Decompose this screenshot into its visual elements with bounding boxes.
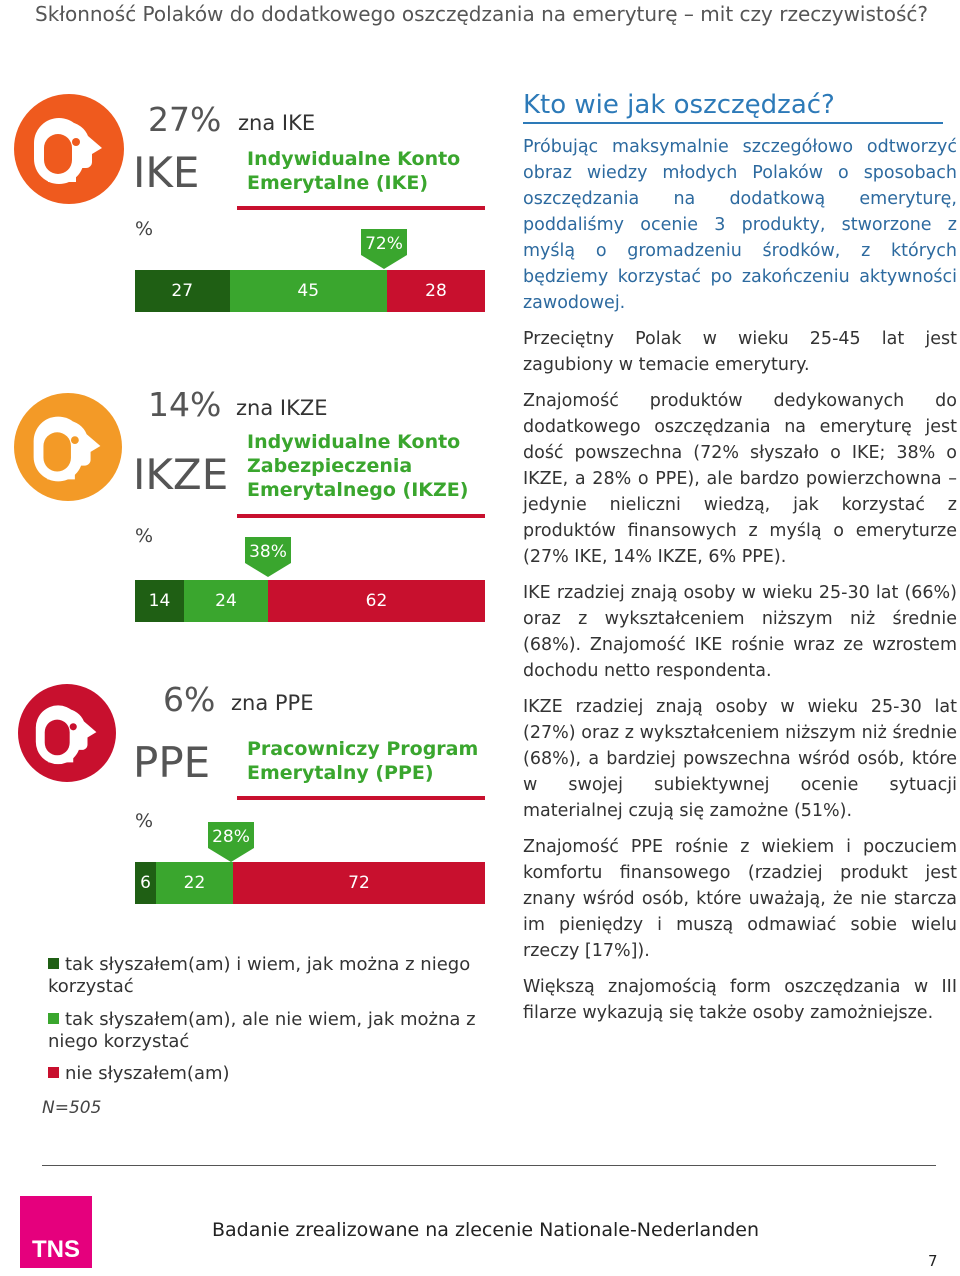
ike-divider [237, 206, 485, 210]
ppe-headline-pct: 6% [163, 680, 216, 719]
ikze-divider [237, 514, 485, 518]
ike-full-name: Indywidualne Konto Emerytalne (IKE) [247, 148, 461, 194]
ppe-full-name: Pracowniczy Program Emerytalny (PPE) [247, 738, 479, 784]
head-icon-ppe [18, 684, 116, 782]
ppe-headline-text: zna PPE [231, 691, 314, 715]
ppe-awareness-label: 28% [212, 827, 250, 847]
paragraph-ike: IKE rzadziej znają osoby w wieku 25-30 lat (66%) oraz z wykształceniem niższym niż średnie (68%). Znajomość IKE rośnie wraz ze wzrostem dochodu netto respondenta. [523, 583, 957, 681]
segment-know-how: 27 [135, 270, 230, 312]
head-icon-ikze [14, 393, 122, 501]
ikze-headline-pct: 14% [148, 385, 222, 424]
ppe-bar [135, 862, 485, 904]
ike-code: IKE [133, 148, 200, 197]
ike-headline-text: zna IKE [238, 111, 316, 135]
ikze-awareness-label: 38% [249, 542, 287, 562]
legend-item-know-how: tak słyszałem(am) i wiem, jak można z niego korzystać [48, 954, 471, 997]
footer-text: Badanie zrealizowane na zlecenie Nationale-Nederlanden [212, 1219, 760, 1241]
segment-not-heard: 72 [233, 862, 485, 904]
footer-divider [42, 1165, 936, 1166]
section-heading: Kto wie jak oszczędzać? [523, 90, 943, 124]
legend-swatch-red [48, 1067, 59, 1078]
ikze-bar [135, 580, 485, 622]
right-column [523, 90, 957, 1026]
ikze-percent-sign: % [135, 525, 154, 547]
segment-heard-only: 24 [184, 580, 268, 622]
ppe-percent-sign: % [135, 810, 154, 832]
page-number: 7 [928, 1252, 938, 1270]
segment-not-heard: 62 [268, 580, 485, 622]
legend-swatch-green [48, 1013, 59, 1024]
sample-size: N=505 [42, 1098, 102, 1118]
legend-swatch-dark-green [48, 958, 59, 969]
paragraph-awareness: Znajomość produktów dedykowanych do dodatkowego oszczędzania na emeryturę jest dość powszechna (72% słyszało o IKE; 38% o IKZE, a 28% o PPE), ale bardzo powierzchowna – jedynie nieliczni wiedzą, jak korzystać z produktów finansowych z myślą o emeryturze (27% IKE, 14% IKZE, 6% PPE). [523, 391, 957, 567]
ikze-awareness-callout [245, 537, 291, 581]
paragraph-intro: Próbując maksymalnie szczegółowo odtworzyć obraz wiedzy młodych Polaków o sposobach oszczędzania na dodatkową emeryturę, poddaliśmy ocenie 3 produkty, stworzone z myślą o gromadzeniu środków, z których będziemy korzystać po zakończeniu aktywności zawodowej. [523, 137, 957, 313]
ike-bar [135, 270, 485, 312]
legend-item-heard-only: tak słyszałem(am), ale nie wiem, jak można z niego korzystać [48, 1009, 476, 1052]
ikze-full-name: Indywidualne Konto Zabezpieczenia Emerytalnego (IKZE) [247, 431, 469, 501]
head-icon-ike [14, 94, 124, 204]
ike-headline-pct: 27% [148, 100, 222, 139]
segment-not-heard: 28 [387, 270, 485, 312]
paragraph-ikze: IKZE rzadziej znają osoby w wieku 25-30 lat (27%) oraz z wykształceniem niższym niż średnie (68%), a bardziej powszechna wśród osób, które w swojej subiektywnej ocenie sytuacji materialnej czują się zamożne (51%). [523, 697, 957, 821]
ppe-divider [237, 796, 485, 800]
segment-heard-only: 22 [156, 862, 233, 904]
legend-item-not-heard: nie słyszałem(am) [48, 1063, 508, 1085]
paragraph-ppe: Znajomość PPE rośnie z wiekiem i poczuciem komfortu finansowego (rzadziej produkt jest znany wśród osób, które uważają, że nie starcza im pieniędzy i muszą odmawiać sobie wielu rzeczy [17%]). [523, 837, 957, 961]
ike-awareness-callout [361, 229, 407, 273]
paragraph-summary: Przeciętny Polak w wieku 25-45 lat jest zagubiony w temacie emerytury. [523, 329, 957, 375]
paragraph-wealthy: Większą znajomością form oszczędzania w III filarze wykazują się także osoby zamożniejsze. [523, 977, 957, 1023]
segment-know-how: 6 [135, 862, 156, 904]
segment-heard-only: 45 [230, 270, 388, 312]
ike-percent-sign: % [135, 218, 154, 240]
ppe-code: PPE [133, 738, 211, 787]
ikze-code: IKZE [133, 450, 229, 499]
ikze-headline-text: zna IKZE [236, 396, 328, 420]
page-title: Skłonność Polaków do dodatkowego oszczędzania na emeryturę – mit czy rzeczywistość? [35, 2, 929, 26]
segment-know-how: 14 [135, 580, 184, 622]
ppe-awareness-callout [208, 822, 254, 866]
ike-awareness-label: 72% [365, 234, 403, 254]
tns-logo: TNS [20, 1196, 92, 1268]
